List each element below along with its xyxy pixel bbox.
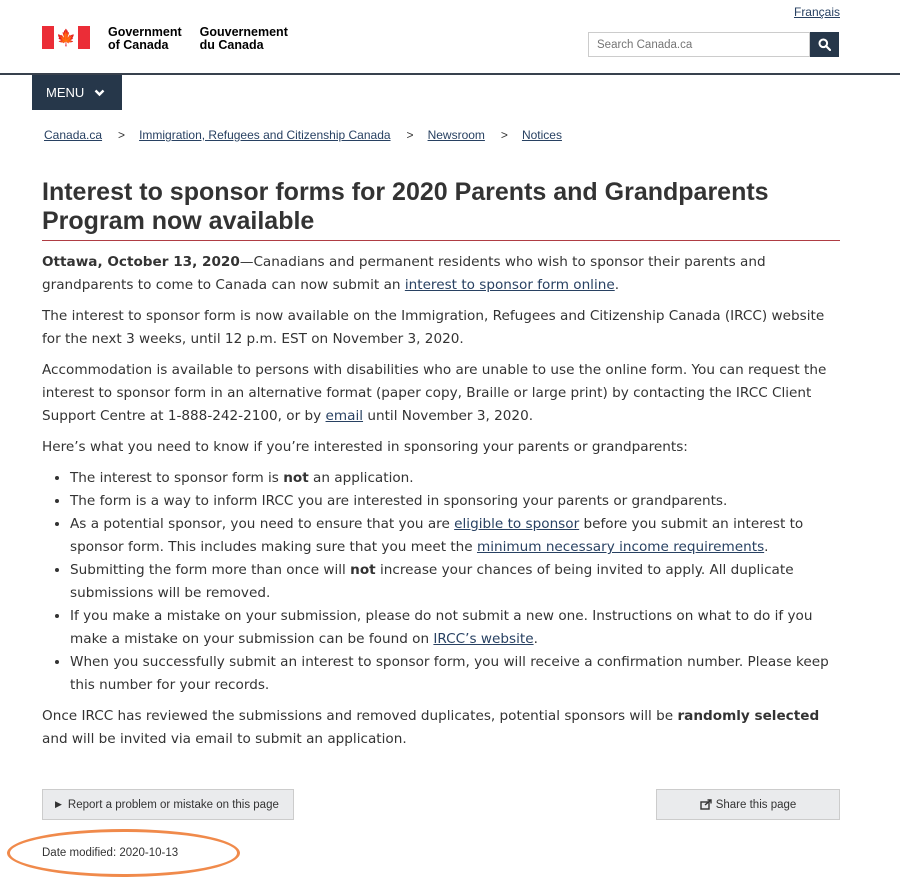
share-label: Share this page <box>715 798 797 811</box>
list-text: As a potential sponsor, you need to ensure that you are <box>70 516 455 532</box>
date-modified: Date modified: 2020-10-13 <box>42 847 179 859</box>
search-button[interactable] <box>810 32 839 57</box>
breadcrumb-canada[interactable]: Canada.ca <box>44 128 103 142</box>
page-title: Interest to sponsor forms for 2020 Parents and Grandparents Program now available <box>42 178 840 241</box>
header-divider <box>0 73 900 75</box>
paragraph-random-selection <box>42 705 842 751</box>
list-item <box>70 559 842 605</box>
list-text: increase your chances of being invited to apply. All duplicate submissions will be removed. <box>70 562 794 601</box>
intro-paragraph <box>42 251 842 297</box>
breadcrumb-separator: > <box>118 128 126 142</box>
ircc-website-link[interactable]: IRCC’s website <box>433 631 534 647</box>
emphasis: randomly selected <box>677 708 820 724</box>
paragraph-availability: The interest to sponsor form is now available on the Immigration, Refugees and Citizenship Canada (IRCC) website for the next 3 weeks, until 12 p.m. EST on November 3, 2020. <box>42 308 825 347</box>
caret-right-icon: ▶ <box>55 799 62 809</box>
menu-button[interactable] <box>32 75 122 110</box>
list-item <box>70 467 842 490</box>
share-page-button[interactable] <box>656 789 840 820</box>
selection-text: and will be invited via email to submit an application. <box>42 731 407 747</box>
dateline: Ottawa, October 13, 2020 <box>42 254 240 270</box>
eligible-to-sponsor-link[interactable]: eligible to sponsor <box>454 516 580 532</box>
list-text: before you submit an interest to sponsor form. This includes making sure that you meet the <box>70 516 804 555</box>
list-item <box>70 513 842 559</box>
wordmark-en-line1: Government <box>108 25 182 39</box>
intro-text: —Canadians and permanent residents who wish to sponsor their parents and grandparents to come to Canada can now submit an <box>42 254 766 293</box>
selection-text: Once IRCC has reviewed the submissions and removed duplicates, potential sponsors will be <box>42 708 678 724</box>
report-label: Report a problem or mistake on this page <box>67 798 279 811</box>
language-toggle-link[interactable]: Français <box>793 5 840 19</box>
list-text: . <box>533 631 538 647</box>
breadcrumb-newsroom[interactable]: Newsroom <box>427 128 485 142</box>
chevron-down-icon <box>94 85 105 100</box>
article-body <box>42 251 842 759</box>
wordmark <box>108 26 288 52</box>
list-item: • When you successfully submit an interest to sponsor form, you will receive a confirmation number. Please keep this number for your records. <box>70 651 842 697</box>
share-icon <box>700 799 712 810</box>
canada-flag-icon: 🍁 <box>42 26 90 49</box>
paragraph-accommodation <box>42 359 842 428</box>
email-link[interactable]: email <box>325 408 364 424</box>
list-text: an application. <box>308 470 414 486</box>
accommodation-text: Accommodation is available to persons with disabilities who are unable to use the online form. You can request the interest to sponsor form in an alternative format (paper copy, Braille or large print) by contacting the IRCC Client Support Centre at 1-888-242-2100, or by <box>42 362 827 424</box>
breadcrumb <box>44 128 562 142</box>
menu-label: MENU <box>46 85 85 100</box>
key-points-list <box>42 467 842 697</box>
emphasis: not <box>283 470 309 486</box>
list-text: If you make a mistake on your submission, please do not submit a new one. Instructions on what to do if you make a mistake on your submission can be found on <box>70 608 813 647</box>
breadcrumb-separator: > <box>500 128 508 142</box>
interest-form-link[interactable]: interest to sponsor form online <box>404 277 615 293</box>
paragraph-what-to-know: Here’s what you need to know if you’re interested in sponsoring your parents or grandparents: <box>42 439 688 455</box>
list-text: Submitting the form more than once will <box>70 562 351 578</box>
government-of-canada-logo[interactable] <box>42 26 288 52</box>
search-bar <box>588 32 840 57</box>
intro-end: . <box>614 277 620 293</box>
breadcrumb-ircc[interactable]: Immigration, Refugees and Citizenship Canada <box>139 128 391 142</box>
income-requirements-link[interactable]: minimum necessary income requirements <box>476 539 765 555</box>
list-item: • The form is a way to inform IRCC you are interested in sponsoring your parents or grandparents. <box>70 490 842 513</box>
emphasis: not <box>350 562 376 578</box>
search-input[interactable] <box>588 32 810 57</box>
accommodation-end: until November 3, 2020. <box>363 408 534 424</box>
list-text: The interest to sponsor form is <box>70 470 284 486</box>
list-text: . <box>764 539 769 555</box>
annotation-circle <box>7 829 240 877</box>
wordmark-fr-line2: du Canada <box>199 38 264 52</box>
breadcrumb-notices[interactable]: Notices <box>521 128 562 142</box>
search-icon <box>818 38 831 51</box>
report-problem-button[interactable] <box>42 789 294 820</box>
list-item <box>70 605 842 651</box>
wordmark-en-line2: of Canada <box>108 38 169 52</box>
breadcrumb-separator: > <box>406 128 414 142</box>
wordmark-fr-line1: Gouvernement <box>199 25 288 39</box>
